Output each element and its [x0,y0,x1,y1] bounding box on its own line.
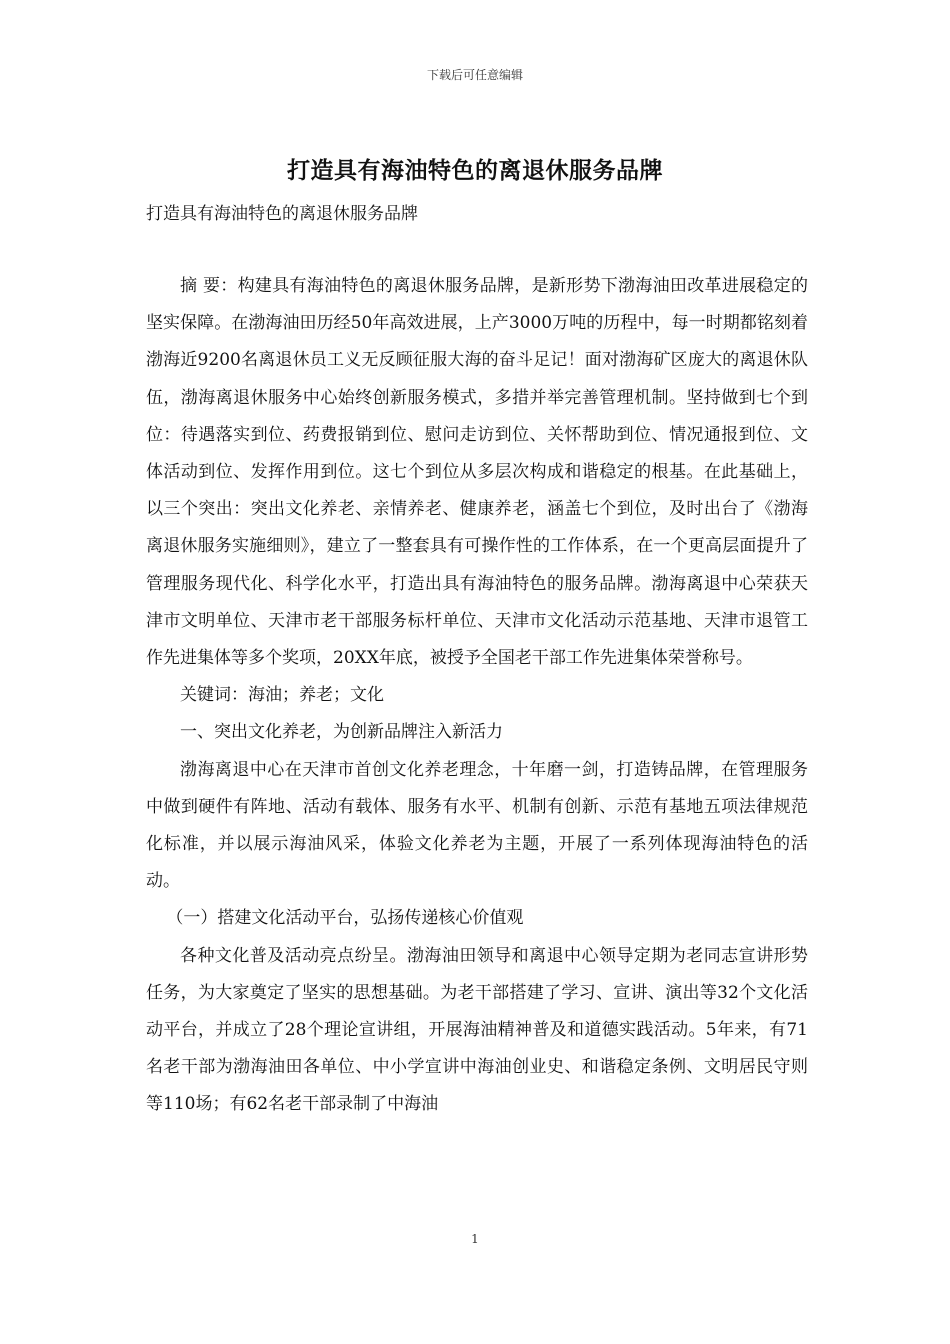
document-body [146,268,808,1124]
body-paragraph: 渤海离退中心在天津市首创文化养老理念，十年磨一剑，打造铸品牌，在管理服务中做到硬件有阵地、活动有载体、服务有水平、机制有创新、示范有基地五项法律规范化标准，并以展示海油风采，体验文化养老为主题，开展了一系列体现海油特色的活动。 [146,759,808,892]
page-number: 1 [471,1232,479,1246]
section-heading-1: 一、突出文化养老，为创新品牌注入新活力 [180,722,503,743]
page-header: 下载后可任意编辑 [426,68,523,82]
abstract-paragraph: 摘 要：构建具有海油特色的离退休服务品牌，是新形势下渤海油田改革进展稳定的坚实保障。在渤海油田历经50年高效进展，上产3000万吨的历程中，每一时期都铭刻着渤海近9200名离退休员工义无反顾征服大海的奋斗足记！面对渤海矿区庞大的离退休队伍，渤海离退休服务中心始终创新服务模式，多措并举完善管理机制。坚持做到七个到位：待遇落实到位、药费报销到位、慰问走访到位、关怀帮助到位、情况通报到位、文体活动到位、发挥作用到位。这七个到位从多层次构成和谐稳定的根基。在此基础上，以三个突出：突出文化养老、亲情养老、健康养老，涵盖七个到位，及时出台了《渤海离退休服务实施细则》，建立了一整套具有可操作性的工作体系，在一个更高层面提升了管理服务现代化、科学化水平，打造出具有海油特色的服务品牌。渤海离退中心荣获天津市文明单位、天津市老干部服务标杆单位、天津市文化活动示范基地、天津市退管工作先进集体等多个奖项，20XX年底，被授予全国老干部工作先进集体荣誉称号。 [146,276,808,669]
keywords-paragraph: 关键词：海油；养老；文化 [180,685,384,706]
document-title: 打造具有海油特色的离退休服务品牌 [287,157,663,184]
document-subtitle: 打造具有海油特色的离退休服务品牌 [146,204,418,224]
subsection-heading-1: （一）搭建文化活动平台，弘扬传递核心价值观 [166,908,524,929]
body-paragraph: 各种文化普及活动亮点纷呈。渤海油田领导和离退中心领导定期为老同志宣讲形势任务，为大家奠定了坚实的思想基础。为老干部搭建了学习、宣讲、演出等32个文化活动平台，并成立了28个理论宣讲组，开展海油精神普及和道德实践活动。5年来，有71名老干部为渤海油田各单位、中小学宣讲中海油创业史、和谐稳定条例、文明居民守则等110场；有62名老干部录制了中海油 [146,945,808,1115]
